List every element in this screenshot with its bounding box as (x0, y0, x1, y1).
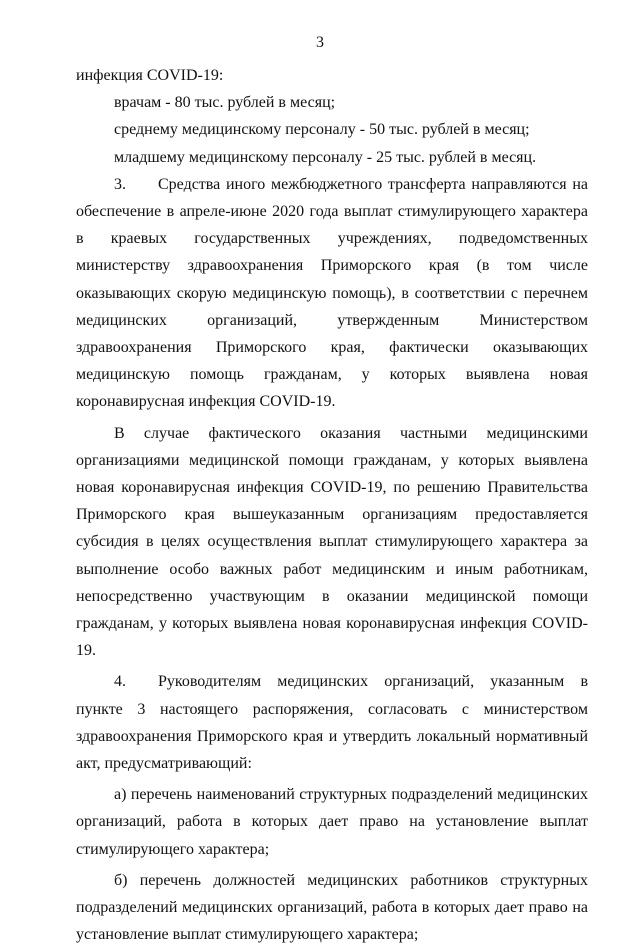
paragraph-private-organizations: В случае фактического оказания частными медицинскими организациями медицинской помощи гражданам, у которых выявлена новая коронавирусная инфекция COVID-19, по решению Правительства Приморского края вышеуказанным организациям предоставляется субсидия в целях осуществления выплат стимулирующего характера за выполнение особо важных работ медицинским и иным работникам, непосредственно участвующим в оказании медицинской помощи гражданам, у которых выявлена новая коронавирусная инфекция COVID-19. (76, 424, 588, 660)
document-body (76, 62, 588, 949)
list-item-doctors: врачам - 80 тыс. рублей в месяц; (114, 94, 336, 112)
list-item-junior-staff: младшему медицинскому персоналу - 25 тыс. рублей в месяц. (114, 148, 537, 166)
paragraph-subitem-a: а) перечень наименований структурных подразделений медицинских организаций, работа в которых дает право на установление выплат стимулирующего характера; (76, 786, 588, 858)
page-number: 3 (316, 34, 324, 51)
paragraph-item-4: 4. Руководителям медицинских организаций, указанным в пункте 3 настоящего распоряжения, согласовать с министерством здравоохранения Приморского края и утвердить локальный нормативный акт, предусматривающий: (76, 673, 588, 773)
paragraph-subitem-b: б) перечень должностей медицинских работников структурных подразделений медицинских организаций, работа в которых дает право на установление выплат стимулирующего характера; (76, 871, 588, 944)
paragraph-continuation: инфекция COVID-19: (76, 67, 224, 84)
paragraph-item-3: 3. Средства иного межбюджетного трансферта направляются на обеспечение в апреле-июне 2020 года выплат стимулирующего характера в краевых государственных учреждениях, подведомственных министерству здравоохранения Приморского края (в том числе оказывающих скорую медицинскую помощь), в соответствии с перечнем медицинских организаций, утвержденным Министерством здравоохранения Приморского края, фактически оказывающих медицинскую помощь гражданам, у которых выявлена новая коронавирусная инфекция COVID-19. (76, 175, 588, 411)
list-item-middle-staff: среднему медицинскому персоналу - 50 тыс. рублей в месяц; (114, 121, 530, 139)
